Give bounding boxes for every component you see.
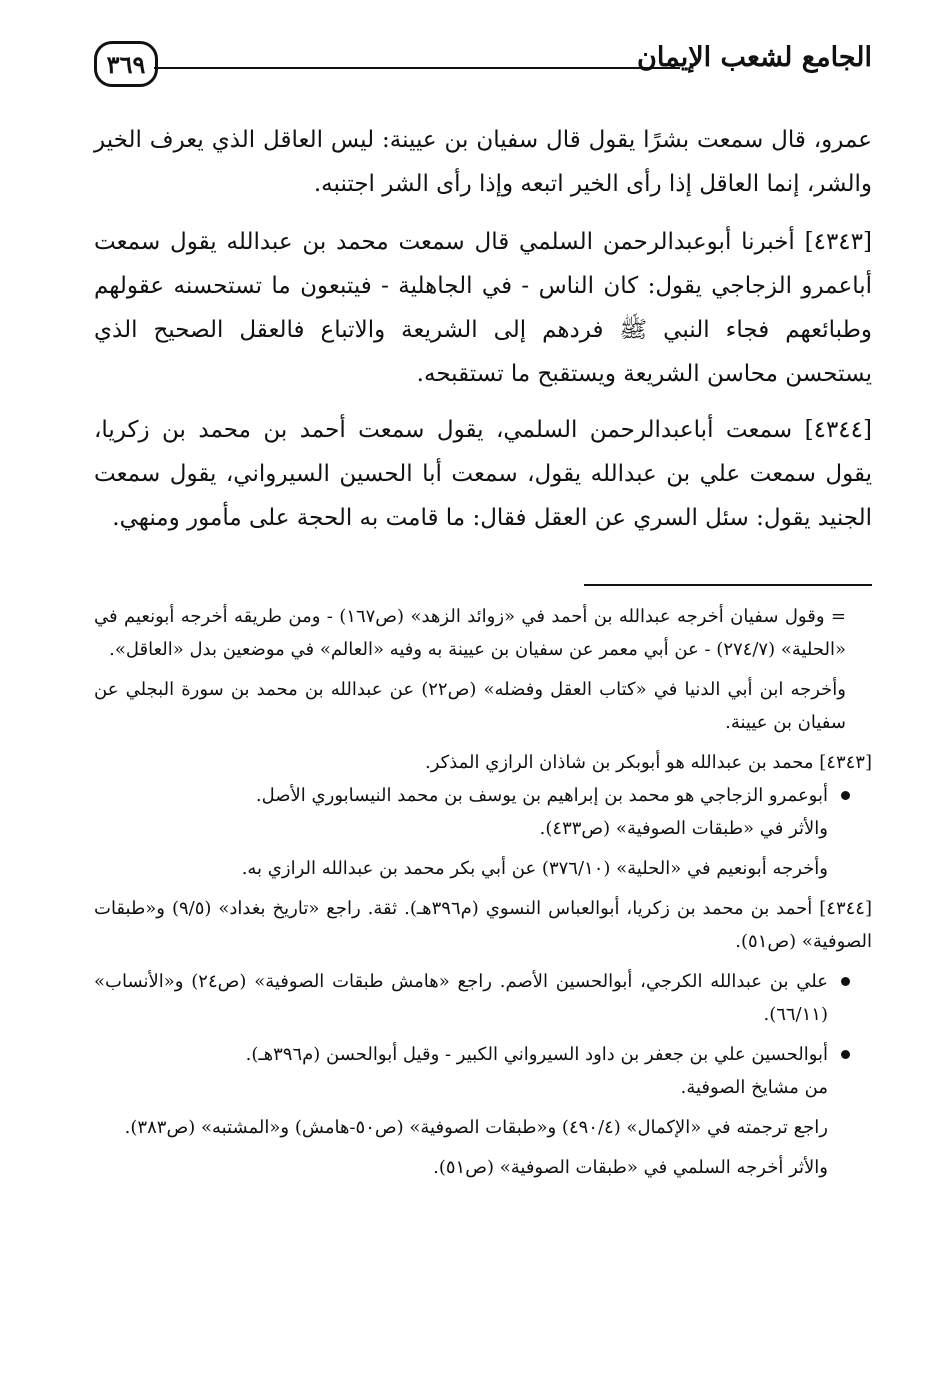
- page-header: [94, 36, 872, 96]
- running-title: الجامع لشعب الإيمان: [637, 42, 872, 73]
- paragraph: عمرو، قال سمعت بشرًا يقول قال سفيان بن عيينة: ليس العاقل الذي يعرف الخير والشر، إنما العاقل إذا رأى الخير اتبعه وإذا رأى الشر اجتنبه.: [94, 127, 872, 197]
- main-text: [94, 118, 872, 552]
- bullet-icon: [841, 977, 850, 986]
- bullet-icon: [841, 1050, 850, 1059]
- footnote-text: أبوالحسين علي بن جعفر بن داود السيرواني الكبير - وقيل أبوالحسن (م٣٩٦هـ).: [245, 1044, 828, 1065]
- footnote-bullet-item: [94, 1038, 872, 1071]
- paragraph: [٤٣٤٣] أخبرنا أبوعبدالرحمن السلمي قال سمعت محمد بن عبدالله يقول سمعت أباعمرو الزجاجي يقول: كان الناس - في الجاهلية - فيتبعون ما تستحسنه عقولهم وطبائعهم فجاء النبي ﷺ فردهم إلى الشريعة والاتباع فالعقل الصحيح الذي يستحسن محاسن الشريعة ويستقبح ما تستقبحه.: [94, 229, 872, 387]
- footnote-text: أبوعمرو الزجاجي هو محمد بن إبراهيم بن يوسف بن محمد النيسابوري الأصل.: [255, 785, 828, 806]
- page-number: ٣٦٩: [106, 49, 146, 79]
- footnote: وأخرجه ابن أبي الدنيا في «كتاب العقل وفضله» (ص٢٢) عن عبدالله بن محمد بن سورة البجلي عن سفيان بن عيينة.: [94, 679, 846, 733]
- footnote: راجع ترجمته في «الإكمال» (٤٩٠/٤) و«طبقات الصوفية» (ص٥٠-هامش) و«المشتبه» (ص٣٨٣).: [124, 1117, 828, 1138]
- footnote-text: علي بن عبدالله الكرجي، أبوالحسين الأصم. راجع «هامش طبقات الصوفية» (ص٢٤) و«الأنساب» (٦٦/١١).: [94, 971, 828, 1025]
- footnotes: [94, 600, 872, 1191]
- header-rule: [154, 67, 680, 69]
- footnote: من مشايخ الصوفية.: [680, 1077, 828, 1098]
- footnote-separator: [584, 584, 872, 586]
- bullet-icon: [841, 791, 850, 800]
- page-number-box: [94, 41, 158, 87]
- paragraph: [٤٣٤٤] سمعت أباعبدالرحمن السلمي، يقول سمعت أحمد بن محمد بن زكريا، يقول سمعت علي بن عبدالله يقول، سمعت أبا الحسين السيرواني، يقول سمعت الجنيد يقول: سئل السري عن العقل فقال: ما قامت به الحجة على مأمور ومنهي.: [94, 417, 872, 531]
- footnote: = وقول سفيان أخرجه عبدالله بن أحمد في «زوائد الزهد» (ص١٦٧) - ومن طريقه أخرجه أبونعيم في «الحلية» (٢٧٤/٧) - عن أبي معمر عن سفيان بن عيينة به وفيه «العالم» في موضعين بدل «العاقل».: [94, 606, 846, 660]
- footnote: وأخرجه أبونعيم في «الحلية» (٣٧٦/١٠) عن أبي بكر محمد بن عبدالله الرازي به.: [241, 858, 828, 879]
- footnote: والأثر في «طبقات الصوفية» (ص٤٣٣).: [539, 818, 828, 839]
- footnote-bullet-item: [94, 779, 872, 812]
- footnote: [٤٣٤٤] أحمد بن محمد بن زكريا، أبوالعباس النسوي (م٣٩٦هـ). ثقة. راجع «تاريخ بغداد» (٩/٥) و«طبقات الصوفية» (ص٥١).: [94, 898, 872, 952]
- footnote: [٤٣٤٣] محمد بن عبدالله هو أبوبكر بن شاذان الرازي المذكر.: [424, 752, 872, 773]
- footnote-bullet-item: [94, 965, 872, 1031]
- footnote: والأثر أخرجه السلمي في «طبقات الصوفية» (ص٥١).: [433, 1157, 828, 1178]
